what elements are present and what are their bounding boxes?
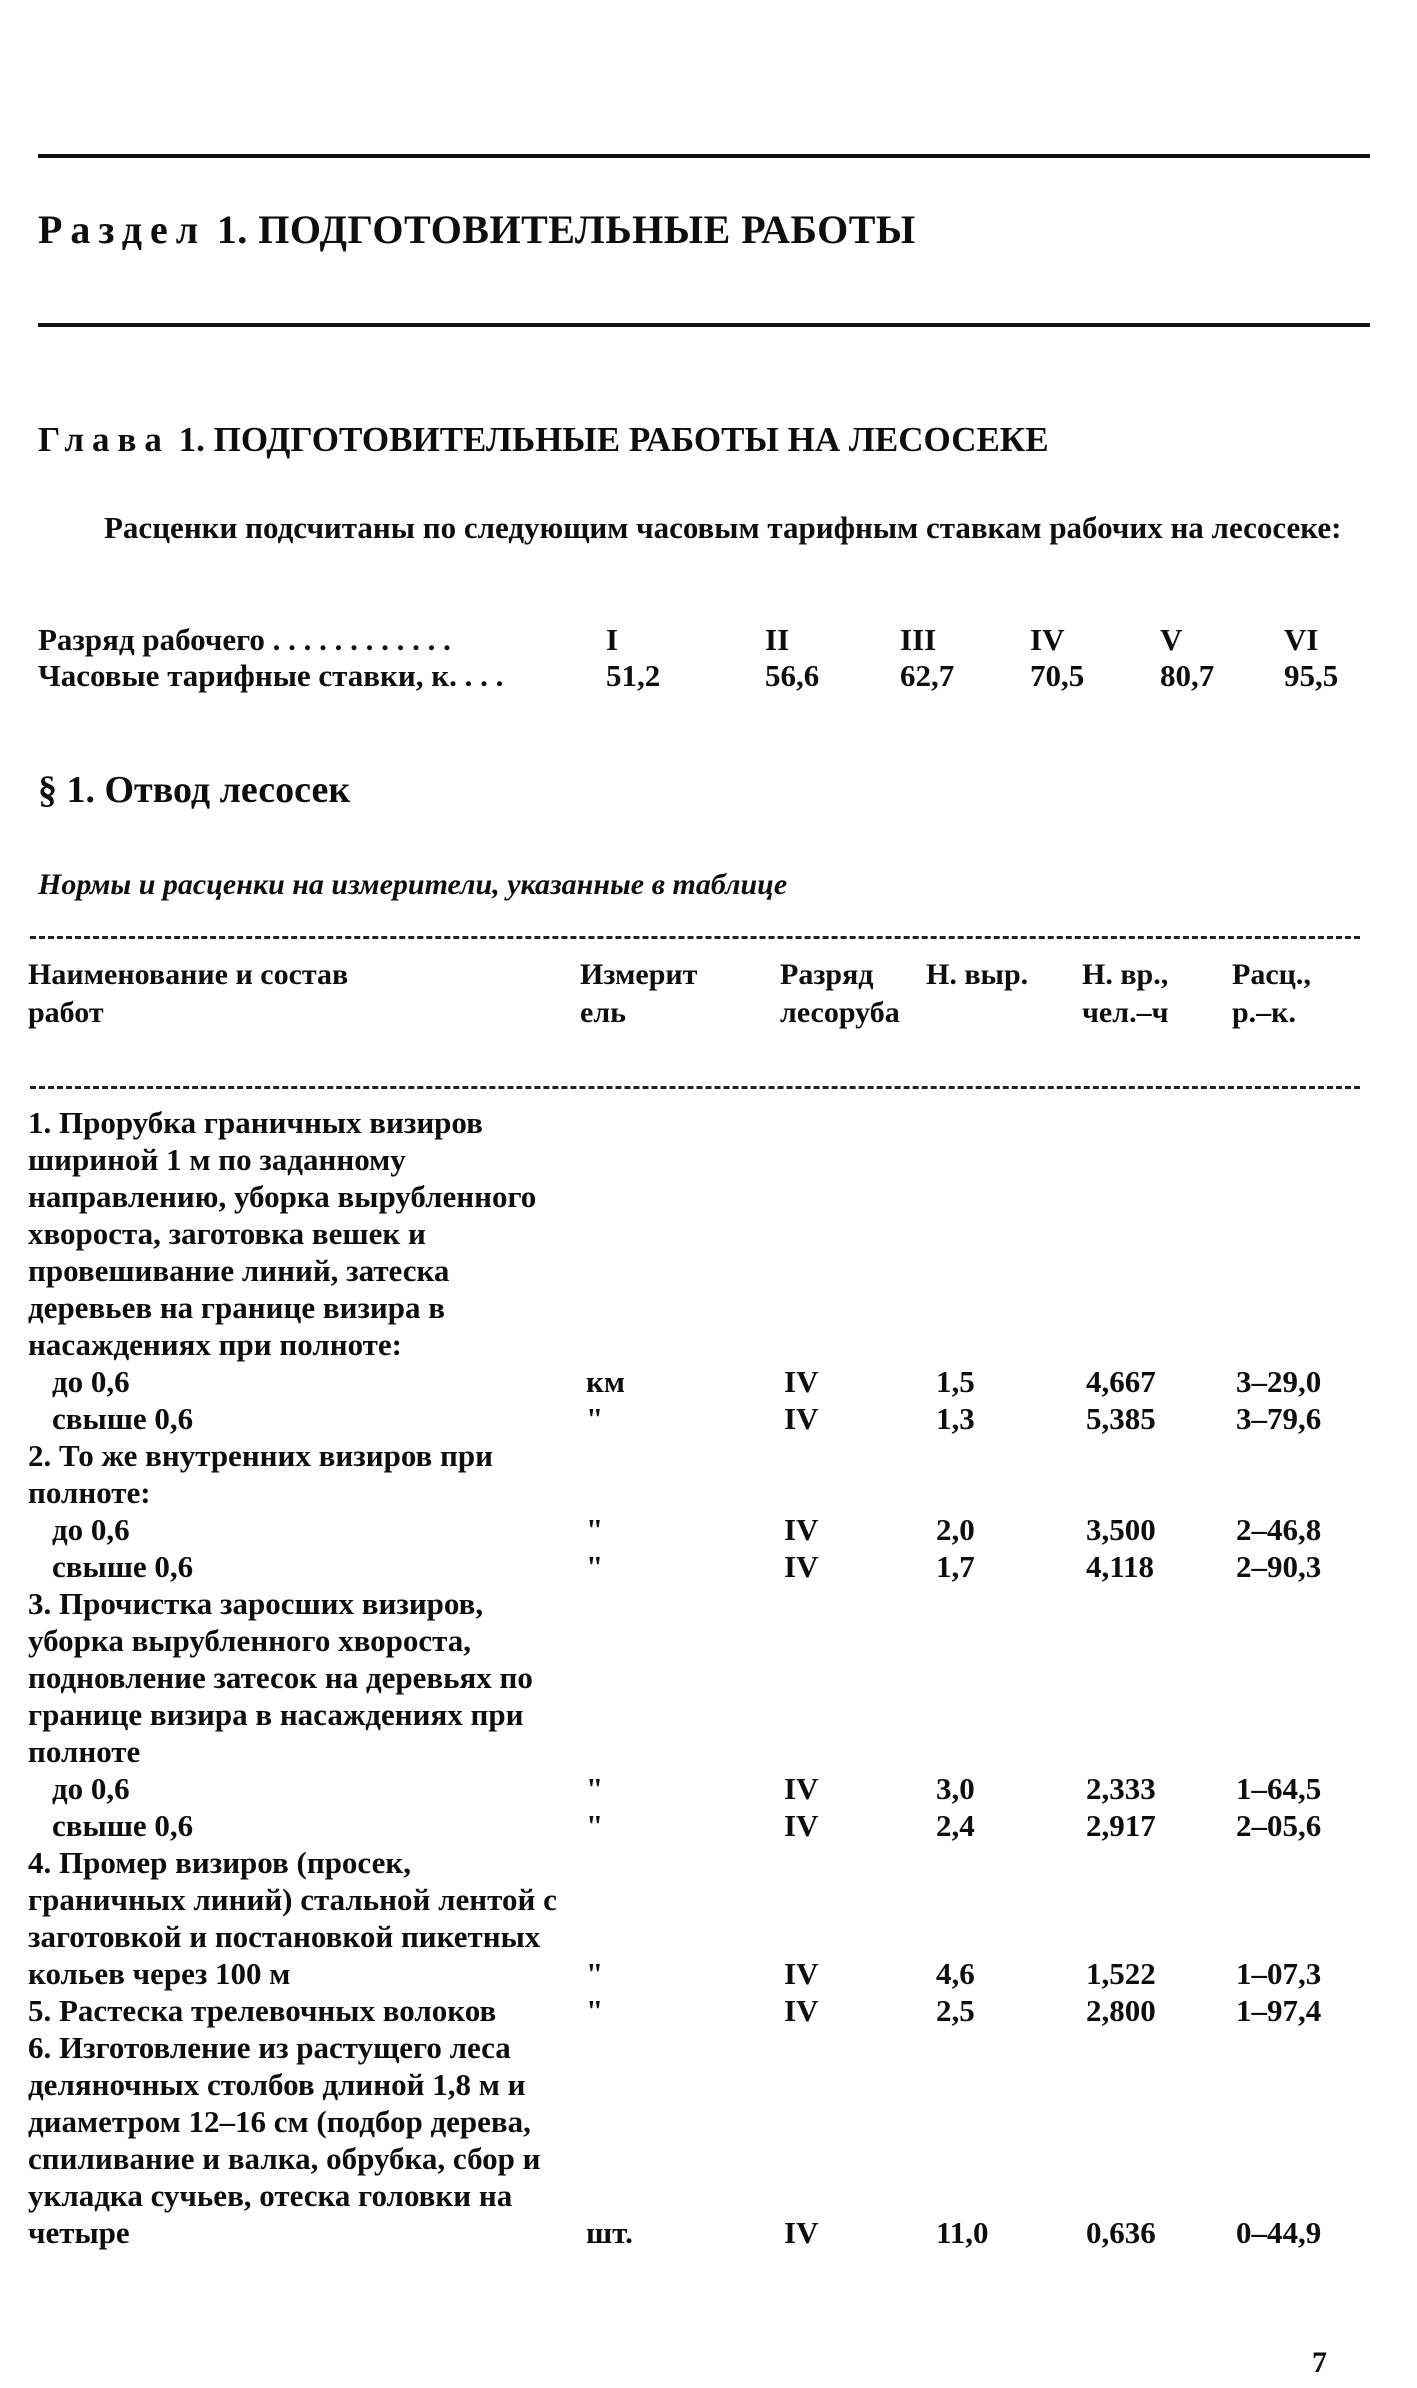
table-cell-unit: " xyxy=(586,1512,604,1547)
rate-row xyxy=(38,658,1378,694)
table-row-description: 3. Прочистка заросших визиров, уборка вырубленного хвороста, подновление затесок на деревьях по границе визира в насаждениях при полноте xyxy=(28,1586,533,1769)
grade-row xyxy=(38,622,1378,658)
table-cell-output: 4,6 xyxy=(936,1956,975,1991)
table-cell-time: 4,667 xyxy=(1086,1364,1156,1399)
table-cell-price: 1–64,5 xyxy=(1236,1771,1322,1806)
rate-value: 56,6 xyxy=(765,658,820,693)
grade-label: Разряд рабочего . . . . . . . . . . . . xyxy=(38,622,451,657)
chapter-title xyxy=(38,420,1049,460)
table-subrow-label: до 0,6 xyxy=(52,1512,130,1547)
table-cell-grade: IV xyxy=(784,1549,819,1584)
rate-value: 62,7 xyxy=(900,658,955,693)
rate-value: 51,2 xyxy=(606,658,661,693)
table-cell-grade: IV xyxy=(784,1364,819,1399)
table-cell-output: 2,5 xyxy=(936,1993,975,2028)
table-cell-output: 1,7 xyxy=(936,1549,975,1584)
table-cell-output: 3,0 xyxy=(936,1771,975,1806)
grade-value: II xyxy=(765,622,790,657)
grade-value: III xyxy=(900,622,937,657)
paragraph-title: § 1. Отвод лесосек xyxy=(38,769,351,811)
table-cell-time: 4,118 xyxy=(1086,1549,1155,1584)
table-row-description: 6. Изготовление из растущего леса деляночных столбов длиной 1,8 м и диаметром 12–16 см (подбор дерева, спиливание и валка, обрубка, сбор и укладка сучьев, отеска головки на четыре xyxy=(28,2030,541,2250)
table-cell-time: 5,385 xyxy=(1086,1401,1156,1436)
header-price: Расц., р.–к. xyxy=(1232,958,1311,1029)
grade-value: V xyxy=(1160,622,1183,657)
table-cell-time: 2,917 xyxy=(1086,1808,1156,1843)
table-cell-unit: " xyxy=(586,1549,604,1584)
table-cell-grade: IV xyxy=(784,1808,819,1843)
table-row-description: 1. Прорубка граничных визиров шириной 1 м по заданному направлению, уборка вырубленного хвороста, заготовка вешек и провешивание линий, затеска деревьев на границе визира в насаждениях при полноте: xyxy=(28,1105,537,1362)
rate-value: 70,5 xyxy=(1030,658,1085,693)
table-caption: Нормы и расценки на измерители, указанные в таблице xyxy=(38,868,788,901)
table-subrow-label: свыше 0,6 xyxy=(52,1401,194,1436)
rate-label: Часовые тарифные ставки, к. . . . xyxy=(38,658,504,693)
header-name: Наименование и состав работ xyxy=(28,958,349,1029)
table-cell-time: 1,522 xyxy=(1086,1956,1156,1991)
rate-value: 80,7 xyxy=(1160,658,1215,693)
header-grade: Разряд лесоруба xyxy=(780,958,900,1029)
table-cell-unit: " xyxy=(586,1993,604,2028)
section-rule xyxy=(38,323,1370,327)
grade-value: VI xyxy=(1284,622,1319,657)
section-title xyxy=(38,206,916,253)
section-prefix: Раздел xyxy=(38,207,207,252)
table-cell-time: 3,500 xyxy=(1086,1512,1156,1547)
table-cell-unit: шт. xyxy=(586,2215,633,2250)
table-cell-unit: " xyxy=(586,1401,604,1436)
table-row-description: 2. То же внутренних визиров при полноте: xyxy=(28,1438,493,1510)
table-cell-output: 11,0 xyxy=(936,2215,989,2250)
table-cell-grade: IV xyxy=(784,1401,819,1436)
grade-value: IV xyxy=(1030,622,1065,657)
page-number: 7 xyxy=(1312,2346,1327,2379)
table-cell-time: 2,333 xyxy=(1086,1771,1156,1806)
table-cell-price: 2–90,3 xyxy=(1236,1549,1322,1584)
table-cell-price: 1–07,3 xyxy=(1236,1956,1322,1991)
table-row-description: 5. Растеска трелевочных волоков xyxy=(28,1993,497,2028)
table-cell-price: 1–97,4 xyxy=(1236,1993,1322,2028)
table-cell-price: 2–46,8 xyxy=(1236,1512,1322,1547)
intro-paragraph: Расценки подсчитаны по следующим часовым тарифным ставкам рабочих на лесосеке: xyxy=(104,510,1342,545)
table-cell-grade: IV xyxy=(784,2215,819,2250)
table-cell-time: 0,636 xyxy=(1086,2215,1156,2250)
header-output: Н. выр. xyxy=(926,958,1029,991)
table-header-rule xyxy=(30,1086,1360,1089)
tariff-rates xyxy=(38,622,1378,694)
table-cell-output: 1,5 xyxy=(936,1364,975,1399)
chapter-name: 1. ПОДГОТОВИТЕЛЬНЫЕ РАБОТЫ НА ЛЕСОСЕКЕ xyxy=(178,420,1049,459)
table-subrow-label: свыше 0,6 xyxy=(52,1549,194,1584)
table-cell-unit: " xyxy=(586,1956,604,1991)
header-unit: Измеритель xyxy=(580,958,698,1029)
top-rule xyxy=(38,154,1370,158)
table-top-rule xyxy=(30,936,1360,939)
table-cell-grade: IV xyxy=(784,1956,819,1991)
table-cell-price: 2–05,6 xyxy=(1236,1808,1322,1843)
section-name: 1. ПОДГОТОВИТЕЛЬНЫЕ РАБОТЫ xyxy=(216,207,916,252)
table-cell-price: 3–79,6 xyxy=(1236,1401,1322,1436)
table-cell-grade: IV xyxy=(784,1993,819,2028)
table-cell-output: 2,4 xyxy=(936,1808,975,1843)
table-row-description: 4. Промер визиров (просек, граничных линий) стальной лентой с заготовкой и постановкой пикетных кольев через 100 м xyxy=(28,1845,557,1991)
table-cell-time: 2,800 xyxy=(1086,1993,1156,2028)
table-cell-unit: " xyxy=(586,1771,604,1806)
table-cell-output: 1,3 xyxy=(936,1401,975,1436)
table-cell-price: 0–44,9 xyxy=(1236,2215,1322,2250)
table-subrow-label: до 0,6 xyxy=(52,1364,130,1399)
table-cell-grade: IV xyxy=(784,1771,819,1806)
header-time: Н. вр., чел.–ч xyxy=(1082,958,1169,1029)
table-cell-unit: км xyxy=(586,1364,625,1399)
table-cell-grade: IV xyxy=(784,1512,819,1547)
table-cell-price: 3–29,0 xyxy=(1236,1364,1322,1399)
table-subrow-label: до 0,6 xyxy=(52,1771,130,1806)
grade-value: I xyxy=(606,622,619,657)
table-cell-unit: " xyxy=(586,1808,604,1843)
rate-value: 95,5 xyxy=(1284,658,1339,693)
table-subrow-label: свыше 0,6 xyxy=(52,1808,194,1843)
chapter-prefix: Глава xyxy=(38,420,170,459)
table-cell-output: 2,0 xyxy=(936,1512,975,1547)
